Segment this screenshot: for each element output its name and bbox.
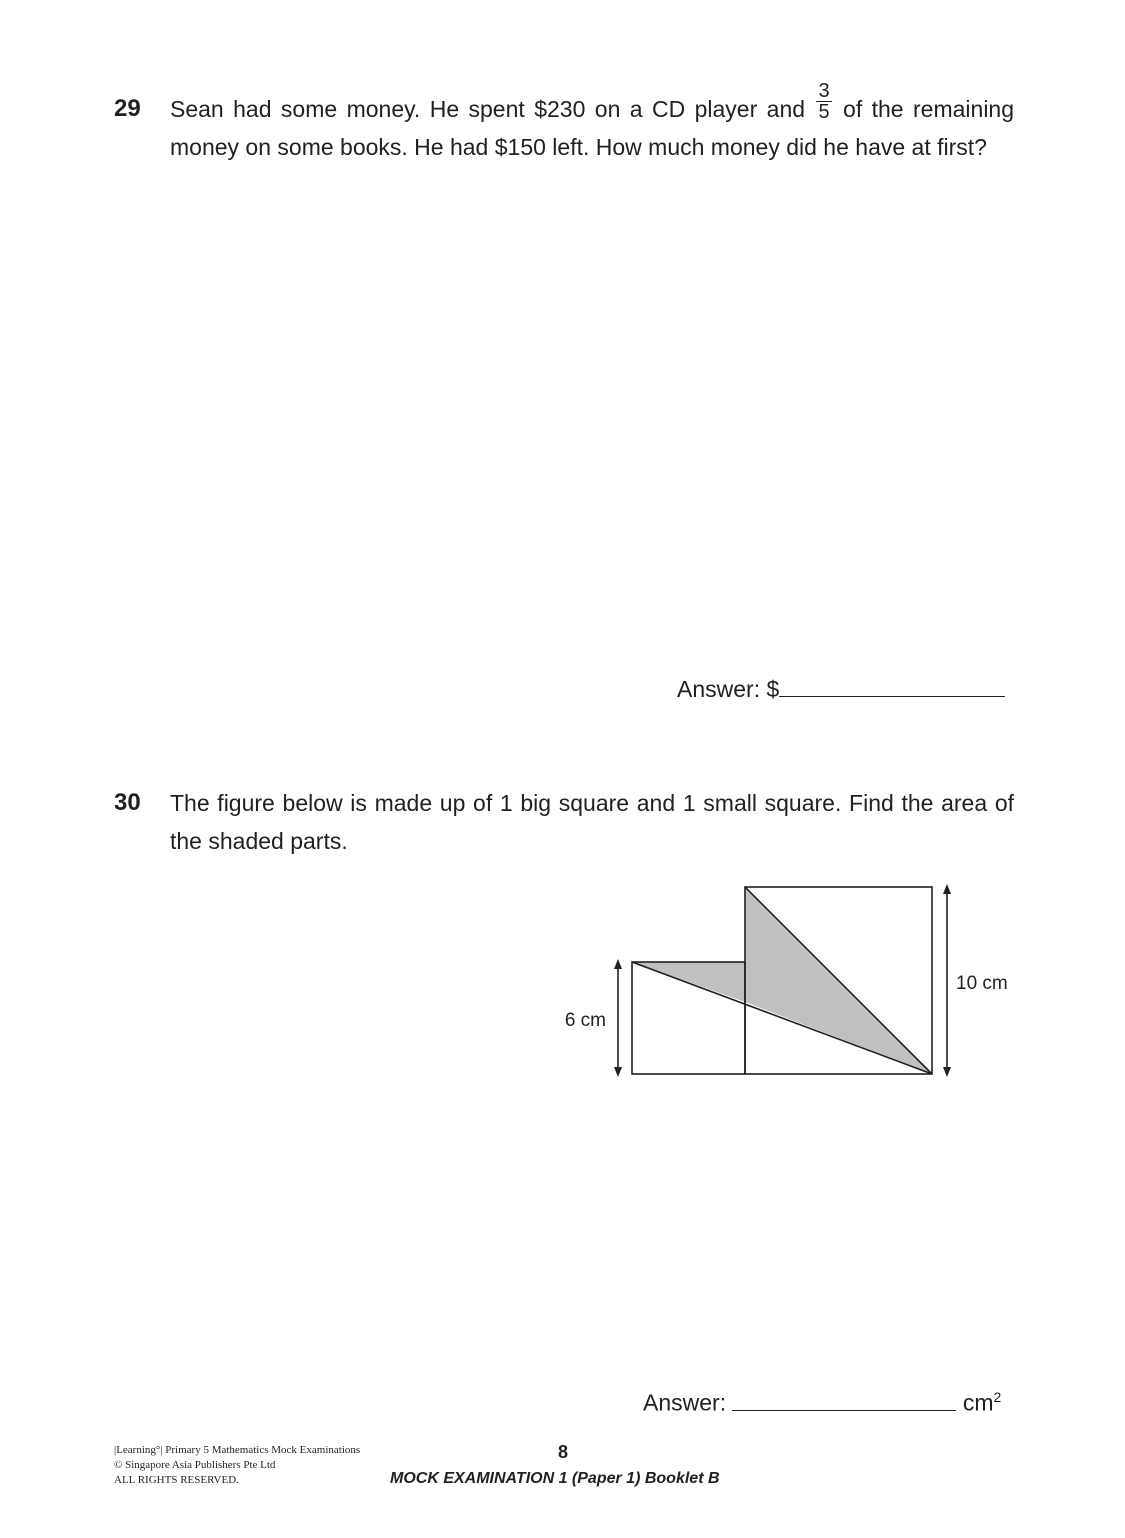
- page-number: 8: [557, 1442, 568, 1462]
- footer-line-1: |Learning°| Primary 5 Mathematics Mock Examinations: [114, 1444, 361, 1456]
- question-30-answer-unit-exponent: 2: [993, 1389, 1002, 1405]
- question-30-answer-line[interactable]: [732, 1409, 956, 1411]
- question-29-answer-label: Answer: $: [677, 676, 780, 702]
- question-30-answer-label: Answer:: [643, 1389, 727, 1416]
- question-30-number: 30: [114, 789, 141, 816]
- question-29-text-before: Sean had some money. He spent $230 on a CD player and: [170, 96, 806, 122]
- diagonal-line-small: [632, 962, 932, 1074]
- fraction-numerator: 3: [818, 80, 830, 103]
- question-29-text-after: of the remaining money on some books. He had $150 left. How much money did he have at first?: [170, 96, 1015, 160]
- footer-line-3: ALL RIGHTS RESERVED.: [114, 1474, 239, 1486]
- fraction-denominator: 5: [818, 101, 830, 124]
- diagonal-line-big: [745, 887, 932, 1074]
- small-square-label: 6 cm: [564, 1010, 606, 1031]
- footer-line-2: © Singapore Asia Publishers Pte Ltd: [114, 1459, 276, 1471]
- question-30-answer-unit: cm: [962, 1389, 994, 1416]
- question-29-text: [170, 80, 1015, 166]
- small-square: [632, 962, 745, 1074]
- footer-exam-title: MOCK EXAMINATION 1 (Paper 1) Booklet B: [390, 1470, 720, 1487]
- big-square: [745, 887, 932, 1074]
- shaded-triangle-right: [745, 887, 932, 1074]
- question-29-number: 29: [114, 95, 141, 122]
- question-29-answer-line[interactable]: [779, 695, 1005, 697]
- footer-copyright: [114, 1443, 360, 1488]
- question-30-answer: [643, 1389, 1001, 1417]
- shaded-triangle-left: [632, 962, 745, 1002]
- big-square-label: 10 cm: [956, 973, 1008, 994]
- question-30-text: The figure below is made up of 1 big square and 1 small square. Find the area of the shaded parts.: [170, 790, 1014, 854]
- question-29-answer: [677, 676, 1005, 703]
- question-29-fraction: [816, 81, 831, 122]
